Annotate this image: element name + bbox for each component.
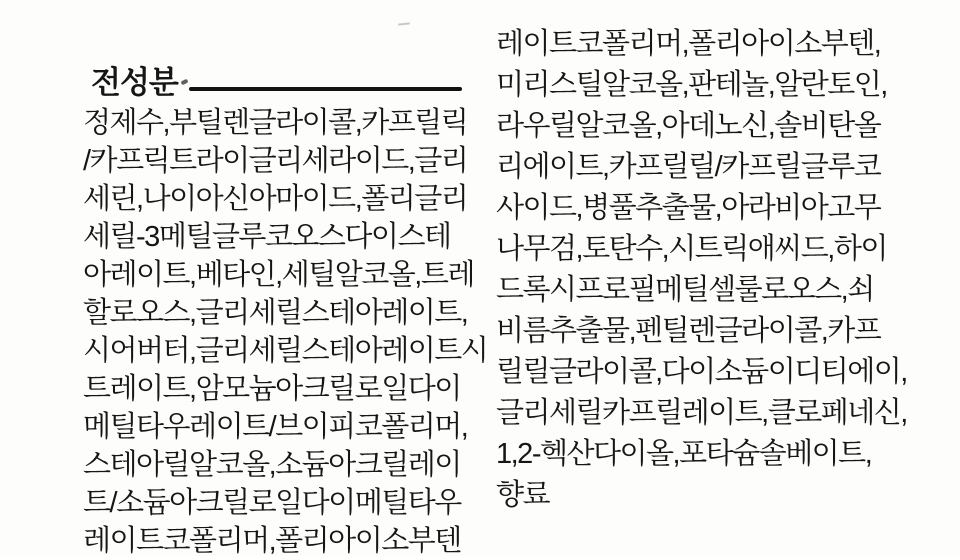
ingredient-line: 스테아릴알코올,소듐아크릴레이 <box>83 449 461 481</box>
ingredient-line: 메틸타우레이트/브이피코폴리머, <box>83 411 468 443</box>
ingredient-line: 드록시프로필메틸셀룰로오스,쇠 <box>496 274 874 306</box>
ingredient-line: 나무검,토탄수,시트릭애씨드,하이 <box>496 233 887 265</box>
header-underline <box>189 87 462 91</box>
section-title-full-ingredients: 전성분 <box>91 65 178 100</box>
ingredient-line: 세린,나이아신아마이드,폴리글리 <box>83 183 468 215</box>
ingredient-line-cutoff: 레이트코폴리머,폴리아이소부텐 <box>83 525 461 557</box>
ingredient-line: 사이드,병풀추출물,아라비아고무 <box>496 192 881 224</box>
scan-artifact <box>180 79 188 86</box>
ingredient-line: 비름추출물,펜틸렌글라이콜,카프 <box>496 315 881 347</box>
ingredients-right-column <box>496 24 956 516</box>
scan-artifact <box>398 22 410 25</box>
ingredient-line: 글리세릴카프릴레이트,클로페네신, <box>496 397 907 429</box>
ingredients-left-column <box>83 104 523 557</box>
ingredient-line: 미리스틸알코올,판테놀,알란토인, <box>496 69 887 101</box>
ingredient-line: 할로오스,글리세릴스테아레이트, <box>83 297 468 329</box>
ingredient-line: 아레이트,베타인,세틸알코올,트레 <box>83 259 474 291</box>
ingredient-line: 정제수,부틸렌글라이콜,카프릴릭 <box>83 107 468 139</box>
ingredient-line: 라우릴알코올,아데노신,솔비탄올 <box>496 110 881 142</box>
ingredient-line: 시어버터,글리세릴스테아레이트시 <box>83 335 488 367</box>
ingredient-line: 레이트코폴리머,폴리아이소부텐, <box>496 28 881 60</box>
ingredient-line: 리에이트,카프릴릴/카프릴글루코 <box>496 151 881 183</box>
ingredient-line: 트/소듐아크릴로일다이메틸타우 <box>83 487 461 519</box>
ingredient-line: 향료 <box>496 479 550 511</box>
ingredient-line: /카프릭트라이글리세라이드,글리 <box>83 145 468 177</box>
ingredient-line: 트레이트,암모늄아크릴로일다이 <box>83 373 461 405</box>
ingredient-line: 릴릴글라이콜,다이소듐이디티에이, <box>496 356 907 388</box>
ingredient-line: 세릴-3메틸글루코오스다이스테 <box>83 221 451 253</box>
ingredient-line: 1,2-헥산다이올,포타슘솔베이트, <box>496 438 872 470</box>
